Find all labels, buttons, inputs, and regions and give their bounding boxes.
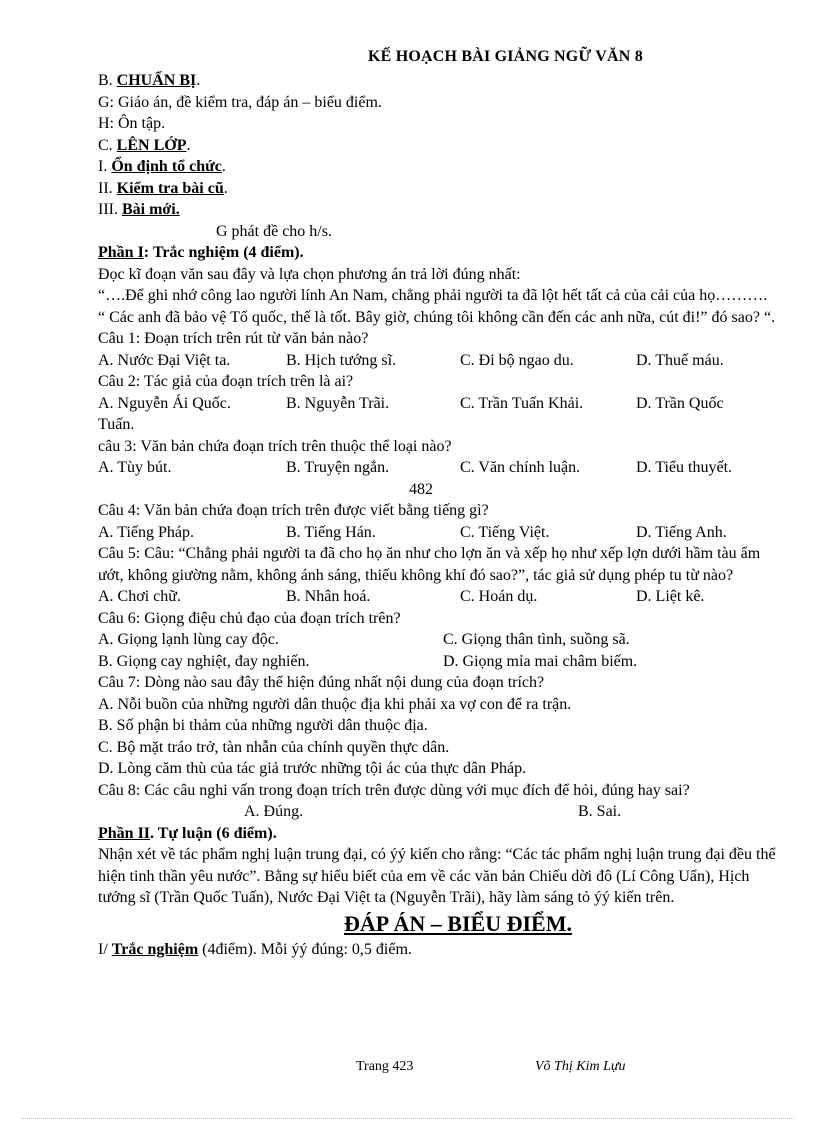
section-prepare: B. CHUẨN BỊ. [98,72,201,89]
question-1-options [98,350,778,372]
question-5: Câu 5: Câu: “Chẳng phải người ta đã cho họ ăn như cho lợn ăn và xếp họ như xếp lợn dưới hầm tàu ẩm ướt, không giường nằm, không ánh sáng, thiếu không khí đó sao?”, tác giả sử dụng phép tu từ nào? [98,545,761,584]
step-new-lesson: III. Bài mới. [98,201,180,218]
hand-out-note: G phát đề cho h/s. [216,222,332,240]
option: A. Nỗi buồn của những người dân thuộc địa khi phải xa vợ con để ra trận. [98,695,572,713]
option: C. Đi bộ ngao du. [460,351,574,369]
prep-teacher: G: Giáo án, đề kiểm tra, đáp án – biểu điểm. [98,93,382,111]
question-6-options-row1 [98,629,778,651]
question-8: Câu 8: Các câu nghi vấn trong đoạn trích trên được dùng với mục đích để hỏi, đúng hay sai? [98,781,690,799]
question-6: Câu 6: Giọng điệu chủ đạo của đoạn trích trên? [98,609,401,627]
option: C. Tiếng Việt. [460,523,550,541]
answer-key-title: ĐÁP ÁN – BIỂU ĐIỂM. [344,910,572,936]
footer-divider [22,1118,794,1119]
question-4-options [98,522,778,544]
option: D. Trần Quốc [636,394,724,412]
option: A. Nước Đại Việt ta. [98,351,231,369]
section-class: C. LÊN LỚP. [98,136,191,154]
question-5-options [98,586,778,608]
option: C. Văn chính luận. [460,459,581,476]
option: D. Thuế máu. [636,351,724,369]
question-4: Câu 4: Văn bản chứa đoạn trích trên được viết bằng tiếng gì? [98,502,489,519]
question-2-overflow: Tuấn. [98,416,135,433]
option: D. Lòng căm thù của tác giả trước những tội ác của thực dân Pháp. [98,760,527,777]
option: D. Tiểu thuyết. [636,459,733,476]
question-6-options-row2 [98,651,778,673]
section-class-title: LÊN LỚP [116,136,187,154]
option: A. Giọng lạnh lùng cay độc. [98,631,279,648]
question-7: Câu 7: Dòng nào sau đây thể hiện đúng nhất nội dung của đoạn trích? [98,674,545,691]
document-body [98,70,778,960]
essay-prompt: Nhận xét về tác phẩm nghị luận trung đại, có ýý kiến cho rằng: “Các tác phẩm nghị luận trung đại đều thể hiện tinh thần yêu nước”. Bằng sự hiểu biết của em về các văn bản Chiếu dời đô (Lí Công Uẩn), Hịch tướng sĩ (Trần Quốc Tuấn), Nước Đại Việt ta (Nguyễn Trãi), hãy làm sáng tỏ ýý kiến trên. [98,846,776,906]
part1-heading: Phần I: Trắc nghiệm (4 điểm). [98,244,304,261]
question-2: Câu 2: Tác giả của đoạn trích trên là ai? [98,373,354,390]
part2-heading: Phần II. Tự luận (6 điểm). [98,824,277,842]
instruction: Đọc kĩ đoạn văn sau đây và lựa chọn phương án trả lời đúng nhất: [98,265,521,283]
step-review: II. Kiểm tra bài cũ. [98,179,228,197]
answer-line: I/ Trắc nghiệm (4điểm). Mỗi ýý đúng: 0,5 điểm. [98,940,412,958]
option: A. Tiếng Pháp. [98,523,195,541]
option: A. Tùy bút. [98,459,172,476]
option: B. Tiếng Hán. [286,523,376,541]
option: D. Giọng mỉa mai châm biếm. [443,652,638,670]
option: D. Liệt kê. [636,588,705,605]
option: B. Số phận bi thảm của những người dân thuộc địa. [98,717,428,734]
section-prepare-title: CHUẨN BỊ [116,72,197,89]
option: A. Nguyễn Ái Quốc. [98,394,231,412]
footer-author: Võ Thị Kim Lựu [535,1059,626,1074]
option: A. Đúng. [244,803,304,820]
option: C. Giọng thân tình, suồng sã. [443,631,630,648]
option: B. Giọng cay nghiệt, đay nghiến. [98,652,310,670]
prep-student: H: Ôn tập. [98,115,166,132]
option: A. Chơi chữ. [98,588,181,605]
question-1: Câu 1: Đoạn trích trên rút từ văn bản nào? [98,330,369,347]
step-organize: I. Ổn định tổ chức. [98,158,226,175]
question-3: câu 3: Văn bản chứa đoạn trích trên thuộc thể loại nào? [98,437,452,455]
option: B. Nguyễn Trãi. [286,394,390,412]
question-3-options [98,457,778,479]
option: D. Tiếng Anh. [636,523,727,541]
option: C. Hoán dụ. [460,588,538,605]
option: B. Sai. [578,803,622,820]
document-header: KẾ HOẠCH BÀI GIẢNG NGỮ VĂN 8 [368,48,643,65]
option: B. Truyện ngắn. [286,459,390,476]
option: B. Nhân hoá. [286,588,371,605]
footer-page-number: Trang 423 [356,1059,414,1074]
option: C. Trần Tuấn Khải. [460,394,584,412]
option: C. Bộ mặt tráo trở, tàn nhẫn của chính quyền thực dân. [98,738,450,756]
question-2-options [98,393,778,415]
question-8-options [98,801,778,823]
quote-passage: “….Để ghi nhớ công lao người lính An Nam, chẳng phải người ta đã lột hết tất cả của cải của họ………. “ Các anh đã bảo vệ Tổ quốc, thế là tốt. Bây giờ, chúng tôi không cần đến các anh nữa, cút đi!” đó sao? “. [98,287,776,326]
mid-page-number: 482 [409,480,433,498]
option: B. Hịch tướng sĩ. [286,351,397,369]
